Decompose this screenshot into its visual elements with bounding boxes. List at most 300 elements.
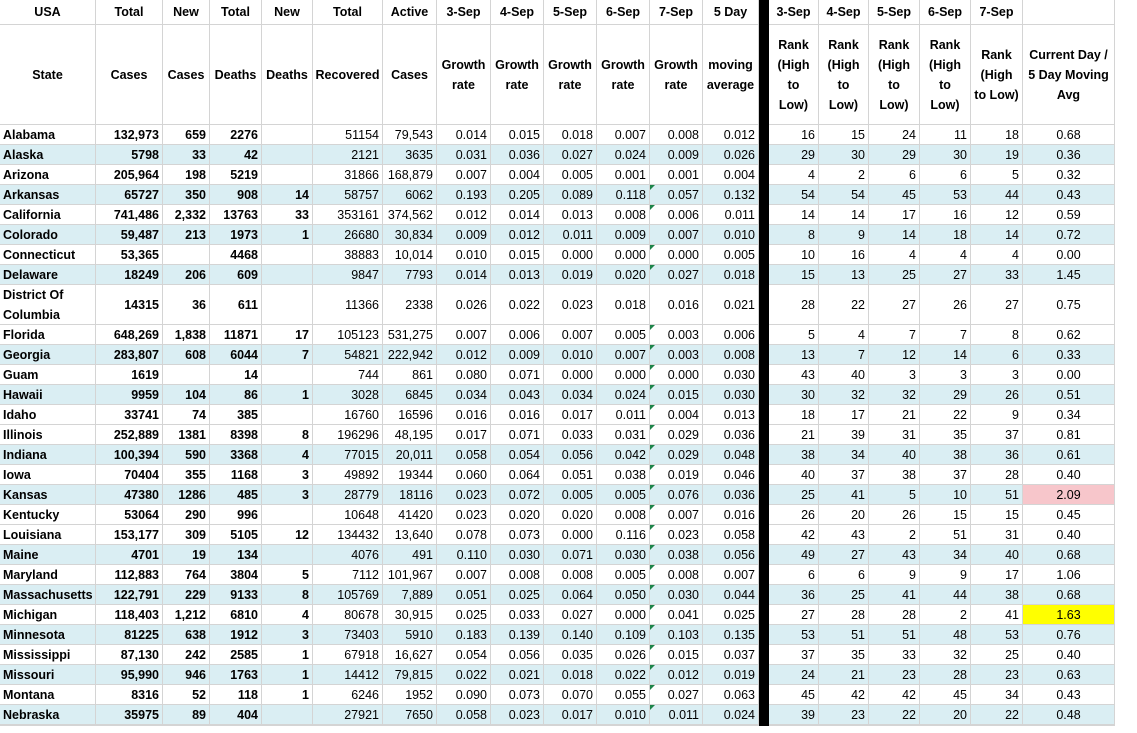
data-cell[interactable]: 36 bbox=[163, 285, 210, 325]
empty-cell[interactable] bbox=[437, 725, 491, 726]
data-cell[interactable]: 0.006 bbox=[491, 325, 544, 345]
data-cell[interactable]: 48,195 bbox=[383, 425, 437, 445]
empty-cell[interactable] bbox=[650, 725, 703, 726]
data-cell[interactable]: 40 bbox=[819, 365, 869, 385]
column-divider[interactable] bbox=[759, 405, 769, 425]
header-cell[interactable]: Total bbox=[313, 0, 383, 25]
data-cell[interactable]: 89 bbox=[163, 705, 210, 725]
data-cell[interactable]: 134 bbox=[210, 545, 262, 565]
data-cell[interactable]: 65727 bbox=[96, 185, 163, 205]
header-cell[interactable]: 6-Sep bbox=[597, 0, 650, 25]
data-cell[interactable]: 0.007 bbox=[597, 125, 650, 145]
data-cell[interactable]: 8398 bbox=[210, 425, 262, 445]
column-divider[interactable] bbox=[759, 665, 769, 685]
data-cell[interactable]: 18116 bbox=[383, 485, 437, 505]
header-cell[interactable]: New bbox=[262, 0, 313, 25]
data-cell[interactable]: 2 bbox=[819, 165, 869, 185]
data-cell[interactable]: 9 bbox=[869, 565, 920, 585]
data-cell[interactable]: 0.109 bbox=[597, 625, 650, 645]
data-cell[interactable]: 3028 bbox=[313, 385, 383, 405]
data-cell[interactable]: 609 bbox=[210, 265, 262, 285]
empty-cell[interactable] bbox=[163, 725, 210, 726]
state-name-cell[interactable]: Iowa bbox=[0, 465, 96, 485]
data-cell[interactable]: 0.007 bbox=[650, 225, 703, 245]
data-cell[interactable]: 19 bbox=[971, 145, 1023, 165]
data-cell[interactable]: 0.017 bbox=[544, 705, 597, 725]
data-cell[interactable]: 53064 bbox=[96, 505, 163, 525]
empty-cell[interactable] bbox=[597, 725, 650, 726]
data-cell[interactable]: 51154 bbox=[313, 125, 383, 145]
data-cell[interactable]: 0.007 bbox=[650, 505, 703, 525]
data-cell[interactable]: 9847 bbox=[313, 265, 383, 285]
data-cell[interactable]: 13 bbox=[819, 265, 869, 285]
data-cell[interactable]: 0.063 bbox=[703, 685, 759, 705]
data-cell[interactable]: 112,883 bbox=[96, 565, 163, 585]
data-cell[interactable]: 4 bbox=[819, 325, 869, 345]
data-cell[interactable]: 0.009 bbox=[650, 145, 703, 165]
data-cell[interactable]: 0.012 bbox=[437, 205, 491, 225]
data-cell[interactable]: 14 bbox=[869, 225, 920, 245]
data-cell[interactable]: 0.007 bbox=[437, 325, 491, 345]
data-cell[interactable]: 0.070 bbox=[544, 685, 597, 705]
data-cell[interactable]: 0.015 bbox=[650, 385, 703, 405]
empty-cell[interactable] bbox=[96, 725, 163, 726]
state-name-cell[interactable]: Guam bbox=[0, 365, 96, 385]
data-cell[interactable]: 0.40 bbox=[1023, 525, 1115, 545]
data-cell[interactable]: 0.030 bbox=[597, 545, 650, 565]
data-cell[interactable]: 659 bbox=[163, 125, 210, 145]
data-cell[interactable]: 0.038 bbox=[650, 545, 703, 565]
data-cell[interactable]: 0.027 bbox=[650, 685, 703, 705]
data-cell[interactable]: 0.026 bbox=[597, 645, 650, 665]
data-cell[interactable]: 0.024 bbox=[703, 705, 759, 725]
data-cell[interactable] bbox=[262, 705, 313, 725]
data-cell[interactable]: 42 bbox=[819, 685, 869, 705]
data-cell[interactable]: 27 bbox=[971, 285, 1023, 325]
data-cell[interactable]: 0.193 bbox=[437, 185, 491, 205]
data-cell[interactable]: 4 bbox=[869, 245, 920, 265]
data-cell[interactable]: 0.009 bbox=[597, 225, 650, 245]
data-cell[interactable]: 42 bbox=[869, 685, 920, 705]
data-cell[interactable]: 17 bbox=[971, 565, 1023, 585]
data-cell[interactable]: 7 bbox=[869, 325, 920, 345]
state-name-cell[interactable]: Mississippi bbox=[0, 645, 96, 665]
data-cell[interactable]: 0.003 bbox=[650, 345, 703, 365]
data-cell[interactable]: 3 bbox=[262, 625, 313, 645]
data-cell[interactable]: 0.043 bbox=[491, 385, 544, 405]
data-cell[interactable]: 16 bbox=[920, 205, 971, 225]
data-cell[interactable] bbox=[262, 285, 313, 325]
data-cell[interactable]: 17 bbox=[819, 405, 869, 425]
data-cell[interactable]: 0.030 bbox=[703, 385, 759, 405]
data-cell[interactable]: 485 bbox=[210, 485, 262, 505]
data-cell[interactable]: 0.044 bbox=[703, 585, 759, 605]
header-cell[interactable]: 7-Sep bbox=[971, 0, 1023, 25]
data-cell[interactable]: 74 bbox=[163, 405, 210, 425]
data-cell[interactable]: 42 bbox=[769, 525, 819, 545]
data-cell[interactable]: 0.089 bbox=[544, 185, 597, 205]
data-cell[interactable]: 0.016 bbox=[491, 405, 544, 425]
data-cell[interactable]: 1973 bbox=[210, 225, 262, 245]
data-cell[interactable]: 196296 bbox=[313, 425, 383, 445]
data-cell[interactable]: 0.073 bbox=[491, 685, 544, 705]
data-cell[interactable]: 27 bbox=[869, 285, 920, 325]
data-cell[interactable]: 33 bbox=[869, 645, 920, 665]
data-cell[interactable]: 5910 bbox=[383, 625, 437, 645]
state-name-cell[interactable]: Arkansas bbox=[0, 185, 96, 205]
data-cell[interactable]: 24 bbox=[869, 125, 920, 145]
data-cell[interactable]: 198 bbox=[163, 165, 210, 185]
data-cell[interactable]: 4 bbox=[262, 445, 313, 465]
data-cell[interactable]: 118 bbox=[210, 685, 262, 705]
header-cell[interactable]: USA bbox=[0, 0, 96, 25]
data-cell[interactable]: 42 bbox=[210, 145, 262, 165]
data-cell[interactable]: 18 bbox=[971, 125, 1023, 145]
data-cell[interactable]: 81225 bbox=[96, 625, 163, 645]
header-cell[interactable]: Rank (High to Low) bbox=[971, 25, 1023, 125]
data-cell[interactable]: 30,834 bbox=[383, 225, 437, 245]
data-cell[interactable]: 0.016 bbox=[437, 405, 491, 425]
data-cell[interactable]: 0.054 bbox=[491, 445, 544, 465]
data-cell[interactable]: 12 bbox=[262, 525, 313, 545]
data-cell[interactable]: 0.135 bbox=[703, 625, 759, 645]
data-cell[interactable]: 0.40 bbox=[1023, 645, 1115, 665]
data-cell[interactable]: 0.030 bbox=[650, 585, 703, 605]
data-cell[interactable]: 0.012 bbox=[491, 225, 544, 245]
header-cell[interactable]: Total bbox=[210, 0, 262, 25]
data-cell[interactable]: 29 bbox=[769, 145, 819, 165]
data-cell[interactable]: 31866 bbox=[313, 165, 383, 185]
data-cell[interactable]: 0.68 bbox=[1023, 125, 1115, 145]
column-divider[interactable] bbox=[759, 385, 769, 405]
column-divider[interactable] bbox=[759, 645, 769, 665]
data-cell[interactable]: 0.033 bbox=[491, 605, 544, 625]
data-cell[interactable]: 45 bbox=[920, 685, 971, 705]
data-cell[interactable]: 16,627 bbox=[383, 645, 437, 665]
data-cell[interactable]: 764 bbox=[163, 565, 210, 585]
data-cell[interactable]: 0.72 bbox=[1023, 225, 1115, 245]
data-cell[interactable]: 9 bbox=[971, 405, 1023, 425]
header-cell[interactable]: Active bbox=[383, 0, 437, 25]
data-cell[interactable]: 0.029 bbox=[650, 425, 703, 445]
data-cell[interactable]: 8 bbox=[971, 325, 1023, 345]
data-cell[interactable]: 9959 bbox=[96, 385, 163, 405]
data-cell[interactable]: 30,915 bbox=[383, 605, 437, 625]
data-cell[interactable]: 0.000 bbox=[544, 525, 597, 545]
data-cell[interactable]: 0.071 bbox=[491, 425, 544, 445]
data-cell[interactable]: 7650 bbox=[383, 705, 437, 725]
data-cell[interactable]: 385 bbox=[210, 405, 262, 425]
data-cell[interactable]: 14 bbox=[210, 365, 262, 385]
header-cell[interactable]: Growth rate bbox=[650, 25, 703, 125]
data-cell[interactable]: 5105 bbox=[210, 525, 262, 545]
data-cell[interactable]: 6246 bbox=[313, 685, 383, 705]
data-cell[interactable]: 0.050 bbox=[597, 585, 650, 605]
data-cell[interactable]: 13,640 bbox=[383, 525, 437, 545]
header-cell[interactable]: Growth rate bbox=[437, 25, 491, 125]
empty-cell[interactable] bbox=[1023, 725, 1115, 726]
data-cell[interactable]: 35 bbox=[920, 425, 971, 445]
data-cell[interactable]: 16 bbox=[769, 125, 819, 145]
data-cell[interactable]: 0.072 bbox=[491, 485, 544, 505]
data-cell[interactable]: 3 bbox=[920, 365, 971, 385]
data-cell[interactable]: 13763 bbox=[210, 205, 262, 225]
data-cell[interactable]: 0.060 bbox=[437, 465, 491, 485]
column-divider[interactable] bbox=[759, 705, 769, 725]
data-cell[interactable]: 22 bbox=[819, 285, 869, 325]
data-cell[interactable]: 0.025 bbox=[437, 605, 491, 625]
data-cell[interactable]: 0.009 bbox=[491, 345, 544, 365]
data-cell[interactable]: 206 bbox=[163, 265, 210, 285]
data-cell[interactable]: 0.68 bbox=[1023, 545, 1115, 565]
data-cell[interactable]: 0.021 bbox=[703, 285, 759, 325]
data-cell[interactable]: 0.43 bbox=[1023, 185, 1115, 205]
data-cell[interactable]: 0.018 bbox=[544, 125, 597, 145]
data-cell[interactable]: 25 bbox=[769, 485, 819, 505]
data-cell[interactable]: 0.011 bbox=[597, 405, 650, 425]
data-cell[interactable]: 0.016 bbox=[703, 505, 759, 525]
data-cell[interactable]: 0.48 bbox=[1023, 705, 1115, 725]
data-cell[interactable]: 10648 bbox=[313, 505, 383, 525]
data-cell[interactable]: 29 bbox=[869, 145, 920, 165]
data-cell[interactable]: 33 bbox=[262, 205, 313, 225]
data-cell[interactable]: 0.000 bbox=[544, 245, 597, 265]
column-divider[interactable] bbox=[759, 125, 769, 145]
header-cell[interactable]: Rank (High to Low) bbox=[920, 25, 971, 125]
data-cell[interactable]: 1.45 bbox=[1023, 265, 1115, 285]
data-cell[interactable]: 0.81 bbox=[1023, 425, 1115, 445]
data-cell[interactable]: 34 bbox=[971, 685, 1023, 705]
data-cell[interactable]: 0.073 bbox=[491, 525, 544, 545]
data-cell[interactable]: 36 bbox=[769, 585, 819, 605]
data-cell[interactable]: 0.017 bbox=[437, 425, 491, 445]
data-cell[interactable]: 0.004 bbox=[703, 165, 759, 185]
data-cell[interactable]: 4 bbox=[920, 245, 971, 265]
data-cell[interactable]: 12 bbox=[869, 345, 920, 365]
column-divider[interactable] bbox=[759, 605, 769, 625]
data-cell[interactable]: 0.015 bbox=[491, 125, 544, 145]
data-cell[interactable]: 350 bbox=[163, 185, 210, 205]
data-cell[interactable]: 0.005 bbox=[544, 485, 597, 505]
data-cell[interactable]: 0.61 bbox=[1023, 445, 1115, 465]
data-cell[interactable]: 6845 bbox=[383, 385, 437, 405]
data-cell[interactable]: 0.008 bbox=[650, 565, 703, 585]
data-cell[interactable]: 7793 bbox=[383, 265, 437, 285]
data-cell[interactable]: 1.63 bbox=[1023, 605, 1115, 625]
data-cell[interactable]: 77015 bbox=[313, 445, 383, 465]
data-cell[interactable]: 11366 bbox=[313, 285, 383, 325]
column-divider[interactable] bbox=[759, 0, 769, 25]
data-cell[interactable]: 0.007 bbox=[597, 345, 650, 365]
data-cell[interactable]: 10 bbox=[920, 485, 971, 505]
data-cell[interactable]: 0.010 bbox=[544, 345, 597, 365]
data-cell[interactable]: 35 bbox=[819, 645, 869, 665]
data-cell[interactable]: 0.027 bbox=[544, 605, 597, 625]
header-cell[interactable]: 5-Sep bbox=[869, 0, 920, 25]
data-cell[interactable]: 7112 bbox=[313, 565, 383, 585]
data-cell[interactable]: 3 bbox=[971, 365, 1023, 385]
data-cell[interactable]: 0.021 bbox=[491, 665, 544, 685]
state-name-cell[interactable]: Colorado bbox=[0, 225, 96, 245]
data-cell[interactable]: 51 bbox=[819, 625, 869, 645]
data-cell[interactable]: 16760 bbox=[313, 405, 383, 425]
data-cell[interactable] bbox=[163, 245, 210, 265]
empty-cell[interactable] bbox=[383, 725, 437, 726]
data-cell[interactable]: 38 bbox=[920, 445, 971, 465]
data-cell[interactable]: 0.012 bbox=[437, 345, 491, 365]
data-cell[interactable]: 14 bbox=[262, 185, 313, 205]
data-cell[interactable]: 7 bbox=[920, 325, 971, 345]
data-cell[interactable]: 105123 bbox=[313, 325, 383, 345]
data-cell[interactable]: 29 bbox=[920, 385, 971, 405]
data-cell[interactable]: 34 bbox=[920, 545, 971, 565]
empty-cell[interactable] bbox=[491, 725, 544, 726]
data-cell[interactable]: 18249 bbox=[96, 265, 163, 285]
state-name-cell[interactable]: Louisiana bbox=[0, 525, 96, 545]
data-cell[interactable]: 51 bbox=[920, 525, 971, 545]
data-cell[interactable]: 3635 bbox=[383, 145, 437, 165]
data-cell[interactable]: 40 bbox=[869, 445, 920, 465]
data-cell[interactable]: 37 bbox=[920, 465, 971, 485]
data-cell[interactable]: 205,964 bbox=[96, 165, 163, 185]
header-cell[interactable]: Cases bbox=[96, 25, 163, 125]
data-cell[interactable]: 6062 bbox=[383, 185, 437, 205]
empty-cell[interactable] bbox=[210, 725, 262, 726]
data-cell[interactable]: 25 bbox=[819, 585, 869, 605]
data-cell[interactable]: 14315 bbox=[96, 285, 163, 325]
header-cell[interactable]: Cases bbox=[163, 25, 210, 125]
header-cell[interactable]: moving average bbox=[703, 25, 759, 125]
header-cell[interactable]: 4-Sep bbox=[491, 0, 544, 25]
data-cell[interactable]: 0.025 bbox=[703, 605, 759, 625]
data-cell[interactable]: 14 bbox=[769, 205, 819, 225]
data-cell[interactable]: 15 bbox=[819, 125, 869, 145]
data-cell[interactable]: 39 bbox=[769, 705, 819, 725]
data-cell[interactable]: 0.015 bbox=[491, 245, 544, 265]
data-cell[interactable]: 0.205 bbox=[491, 185, 544, 205]
header-cell[interactable]: Growth rate bbox=[597, 25, 650, 125]
data-cell[interactable]: 168,879 bbox=[383, 165, 437, 185]
data-cell[interactable]: 0.056 bbox=[491, 645, 544, 665]
column-divider[interactable] bbox=[759, 265, 769, 285]
data-cell[interactable]: 59,487 bbox=[96, 225, 163, 245]
data-cell[interactable]: 53 bbox=[769, 625, 819, 645]
data-cell[interactable]: 0.132 bbox=[703, 185, 759, 205]
header-cell[interactable]: Deaths bbox=[262, 25, 313, 125]
data-cell[interactable]: 0.022 bbox=[597, 665, 650, 685]
state-name-cell[interactable]: Montana bbox=[0, 685, 96, 705]
data-cell[interactable]: 24 bbox=[769, 665, 819, 685]
data-cell[interactable]: 36 bbox=[971, 445, 1023, 465]
data-cell[interactable]: 153,177 bbox=[96, 525, 163, 545]
data-cell[interactable]: 0.023 bbox=[491, 705, 544, 725]
data-cell[interactable]: 0.110 bbox=[437, 545, 491, 565]
state-name-cell[interactable]: Illinois bbox=[0, 425, 96, 445]
state-name-cell[interactable]: Michigan bbox=[0, 605, 96, 625]
data-cell[interactable]: 21 bbox=[769, 425, 819, 445]
data-cell[interactable]: 0.023 bbox=[437, 505, 491, 525]
data-cell[interactable]: 21 bbox=[819, 665, 869, 685]
data-cell[interactable]: 95,990 bbox=[96, 665, 163, 685]
data-cell[interactable]: 8 bbox=[769, 225, 819, 245]
data-cell[interactable]: 45 bbox=[869, 185, 920, 205]
data-cell[interactable]: 0.76 bbox=[1023, 625, 1115, 645]
state-name-cell[interactable]: Nebraska bbox=[0, 705, 96, 725]
state-name-cell[interactable]: Kentucky bbox=[0, 505, 96, 525]
data-cell[interactable]: 0.008 bbox=[491, 565, 544, 585]
data-cell[interactable]: 0.183 bbox=[437, 625, 491, 645]
data-cell[interactable]: 0.090 bbox=[437, 685, 491, 705]
data-cell[interactable]: 73403 bbox=[313, 625, 383, 645]
state-name-cell[interactable]: Kansas bbox=[0, 485, 96, 505]
data-cell[interactable]: 9133 bbox=[210, 585, 262, 605]
data-cell[interactable]: 3 bbox=[869, 365, 920, 385]
data-cell[interactable]: 0.019 bbox=[544, 265, 597, 285]
data-cell[interactable]: 0.004 bbox=[650, 405, 703, 425]
data-cell[interactable]: 611 bbox=[210, 285, 262, 325]
data-cell[interactable] bbox=[262, 405, 313, 425]
data-cell[interactable]: 0.005 bbox=[597, 325, 650, 345]
data-cell[interactable]: 6 bbox=[819, 565, 869, 585]
data-cell[interactable]: 38 bbox=[769, 445, 819, 465]
data-cell[interactable]: 491 bbox=[383, 545, 437, 565]
data-cell[interactable]: 16596 bbox=[383, 405, 437, 425]
data-cell[interactable]: 54 bbox=[819, 185, 869, 205]
data-cell[interactable]: 5 bbox=[869, 485, 920, 505]
data-cell[interactable]: 0.020 bbox=[544, 505, 597, 525]
data-cell[interactable]: 27 bbox=[920, 265, 971, 285]
data-cell[interactable]: 0.023 bbox=[650, 525, 703, 545]
data-cell[interactable]: 40 bbox=[971, 545, 1023, 565]
data-cell[interactable]: 0.017 bbox=[544, 405, 597, 425]
data-cell[interactable]: 18 bbox=[769, 405, 819, 425]
data-cell[interactable]: 0.116 bbox=[597, 525, 650, 545]
data-cell[interactable]: 15 bbox=[971, 505, 1023, 525]
data-cell[interactable] bbox=[262, 545, 313, 565]
data-cell[interactable]: 12 bbox=[971, 205, 1023, 225]
data-cell[interactable] bbox=[262, 165, 313, 185]
column-divider[interactable] bbox=[759, 725, 769, 726]
state-name-cell[interactable]: Indiana bbox=[0, 445, 96, 465]
data-cell[interactable]: 0.015 bbox=[650, 645, 703, 665]
data-cell[interactable]: 0.008 bbox=[544, 565, 597, 585]
data-cell[interactable] bbox=[262, 245, 313, 265]
data-cell[interactable]: 134432 bbox=[313, 525, 383, 545]
header-cell[interactable] bbox=[1023, 0, 1115, 25]
data-cell[interactable]: 0.008 bbox=[597, 205, 650, 225]
data-cell[interactable]: 4076 bbox=[313, 545, 383, 565]
state-name-cell[interactable]: California bbox=[0, 205, 96, 225]
data-cell[interactable]: 40 bbox=[769, 465, 819, 485]
data-cell[interactable]: 0.022 bbox=[437, 665, 491, 685]
data-cell[interactable]: 6 bbox=[920, 165, 971, 185]
data-cell[interactable]: 309 bbox=[163, 525, 210, 545]
header-cell[interactable]: Rank (High to Low) bbox=[819, 25, 869, 125]
data-cell[interactable]: 8 bbox=[262, 585, 313, 605]
data-cell[interactable]: 0.013 bbox=[544, 205, 597, 225]
data-cell[interactable]: 222,942 bbox=[383, 345, 437, 365]
data-cell[interactable]: 0.32 bbox=[1023, 165, 1115, 185]
data-cell[interactable]: 908 bbox=[210, 185, 262, 205]
data-cell[interactable]: 0.057 bbox=[650, 185, 703, 205]
data-cell[interactable]: 0.004 bbox=[491, 165, 544, 185]
data-cell[interactable]: 39 bbox=[819, 425, 869, 445]
data-cell[interactable]: 49892 bbox=[313, 465, 383, 485]
data-cell[interactable]: 1,838 bbox=[163, 325, 210, 345]
data-cell[interactable]: 0.037 bbox=[703, 645, 759, 665]
data-cell[interactable]: 37 bbox=[819, 465, 869, 485]
data-cell[interactable]: 0.034 bbox=[544, 385, 597, 405]
